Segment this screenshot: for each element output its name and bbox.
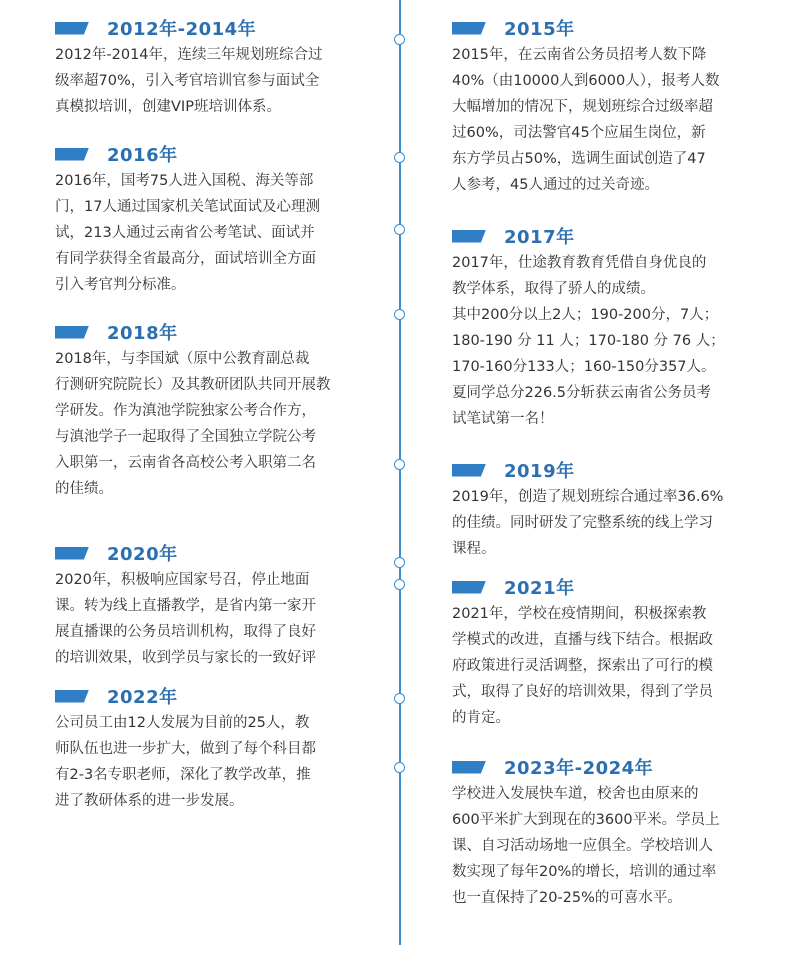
entry-text	[55, 710, 390, 814]
timeline-node	[394, 579, 405, 590]
text-line: 其中200分以上2人；190-200分，7人；	[452, 307, 719, 323]
entry-year: 2022年	[107, 687, 178, 708]
text-line: 180-190 分 11 人；170-180 分 76 人；	[452, 333, 725, 349]
entry-year: 2015年	[504, 19, 575, 40]
flag-marker	[452, 464, 486, 477]
entry-year: 2021年	[504, 578, 575, 599]
timeline-entry-2018	[55, 320, 390, 502]
text-line: 师队伍也进一步扩大，做到了每个科目都	[55, 741, 316, 757]
text-line: 大幅增加的情况下，规划班综合过级率超	[452, 99, 713, 115]
text-line: 2015年，在云南省公务员招考人数下降	[452, 47, 707, 63]
text-line: 府政策进行灵活调整，探索出了可行的模	[452, 658, 713, 674]
text-line: 学模式的改进，直播与线下结合。根据政	[452, 632, 713, 648]
timeline-axis	[399, 0, 401, 945]
flag-marker	[452, 230, 486, 243]
text-line: 试，213人通过云南省公考笔试、面试并	[55, 225, 315, 241]
entry-text	[55, 42, 390, 120]
timeline-entry-2012-2014	[55, 16, 390, 120]
text-line: 门，17人通过国家机关笔试面试及心理测	[55, 199, 320, 215]
timeline-node	[394, 224, 405, 235]
timeline-entry-2017	[452, 224, 792, 432]
timeline-entry-2022	[55, 684, 390, 814]
timeline-entry-2015	[452, 16, 792, 198]
flag-marker	[55, 326, 89, 339]
flag-marker	[55, 690, 89, 703]
timeline-node	[394, 309, 405, 320]
text-line: 过60%，司法警官45个应届生岗位，新	[452, 125, 706, 141]
text-line: 课程。	[452, 541, 496, 557]
flag-marker	[55, 547, 89, 560]
flag-marker	[452, 761, 486, 774]
text-line: 2021年，学校在疫情期间，积极探索教	[452, 606, 707, 622]
entry-text	[452, 601, 792, 731]
text-line: 2016年，国考75人进入国税、海关等部	[55, 173, 314, 189]
timeline-node	[394, 762, 405, 773]
timeline-node	[394, 152, 405, 163]
entry-text	[452, 42, 792, 198]
text-line: 有同学获得全省最高分，面试培训全方面	[55, 251, 316, 267]
text-line: 有2-3名专职老师，深化了教学改革，推	[55, 767, 311, 783]
text-line: 的培训效果，收到学员与家长的一致好评	[55, 650, 316, 666]
timeline-node	[394, 459, 405, 470]
text-line: 40%（由10000人到6000人），报考人数	[452, 73, 720, 89]
flag-marker	[55, 148, 89, 161]
text-line: 入职第一，云南省各高校公考入职第二名	[55, 455, 316, 471]
text-line: 试笔试第一名！	[452, 411, 554, 427]
timeline-entry-2023-2024	[452, 755, 792, 911]
timeline-node	[394, 34, 405, 45]
text-line: 级率超70%，引入考官培训官参与面试全	[55, 73, 320, 89]
text-line: 也一直保持了20-25%的可喜水平。	[452, 890, 682, 906]
text-line: 2012年-2014年，连续三年规划班综合过	[55, 47, 323, 63]
entry-text	[55, 567, 390, 671]
text-line: 进了教研体系的进一步发展。	[55, 793, 244, 809]
text-line: 真模拟培训，创建VIP班培训体系。	[55, 99, 281, 115]
text-line: 公司员工由12人发展为目前的25人，教	[55, 715, 310, 731]
timeline-entry-2021	[452, 575, 792, 731]
entry-text	[452, 250, 792, 432]
text-line: 170-160分133人；160-150分357人。	[452, 359, 716, 375]
entry-year: 2017年	[504, 227, 575, 248]
text-line: 东方学员占50%，选调生面试创造了47	[452, 151, 706, 167]
text-line: 数实现了每年20%的增长，培训的通过率	[452, 864, 717, 880]
entry-text	[452, 484, 792, 562]
entry-text	[452, 781, 792, 911]
entry-text	[55, 346, 390, 502]
text-line: 夏同学总分226.5分斩获云南省公务员考	[452, 385, 712, 401]
text-line: 人参考，45人通过的过关奇迹。	[452, 177, 659, 193]
entry-year: 2018年	[107, 323, 178, 344]
text-line: 式，取得了良好的培训效果，得到了学员	[452, 684, 713, 700]
text-line: 的佳绩。同时研发了完整系统的线上学习	[452, 515, 713, 531]
text-line: 2018年，与李国斌（原中公教育副总裁	[55, 351, 310, 367]
text-line: 的佳绩。	[55, 481, 113, 497]
text-line: 2017年，仕途教育教育凭借自身优良的	[452, 255, 707, 271]
flag-marker	[452, 581, 486, 594]
timeline-entry-2016	[55, 142, 390, 298]
text-line: 展直播课的公务员培训机构，取得了良好	[55, 624, 316, 640]
text-line: 与滇池学子一起取得了全国独立学院公考	[55, 429, 316, 445]
entry-year: 2020年	[107, 544, 178, 565]
flag-marker	[55, 22, 89, 35]
entry-text	[55, 168, 390, 298]
text-line: 学校进入发展快车道，校舍也由原来的	[452, 786, 699, 802]
text-line: 2019年，创造了规划班综合通过率36.6%	[452, 489, 724, 505]
text-line: 课、自习活动场地一应俱全。学校培训人	[452, 838, 713, 854]
entry-year: 2012年-2014年	[107, 19, 257, 40]
text-line: 教学体系，取得了骄人的成绩。	[452, 281, 655, 297]
timeline-entry-2020	[55, 541, 390, 671]
timeline-entry-2019	[452, 458, 792, 562]
text-line: 600平米扩大到现在的3600平米。学员上	[452, 812, 720, 828]
entry-year: 2019年	[504, 461, 575, 482]
text-line: 学研发。作为滇池学院独家公考合作方，	[55, 403, 316, 419]
text-line: 行测研究院院长）及其教研团队共同开展教	[55, 377, 331, 393]
flag-marker	[452, 22, 486, 35]
entry-year: 2016年	[107, 145, 178, 166]
text-line: 2020年，积极响应国家号召，停止地面	[55, 572, 310, 588]
entry-year: 2023年-2024年	[504, 758, 654, 779]
timeline-node	[394, 557, 405, 568]
timeline-node	[394, 693, 405, 704]
text-line: 课。转为线上直播教学，是省内第一家开	[55, 598, 316, 614]
text-line: 的肯定。	[452, 710, 510, 726]
text-line: 引入考官判分标准。	[55, 277, 186, 293]
